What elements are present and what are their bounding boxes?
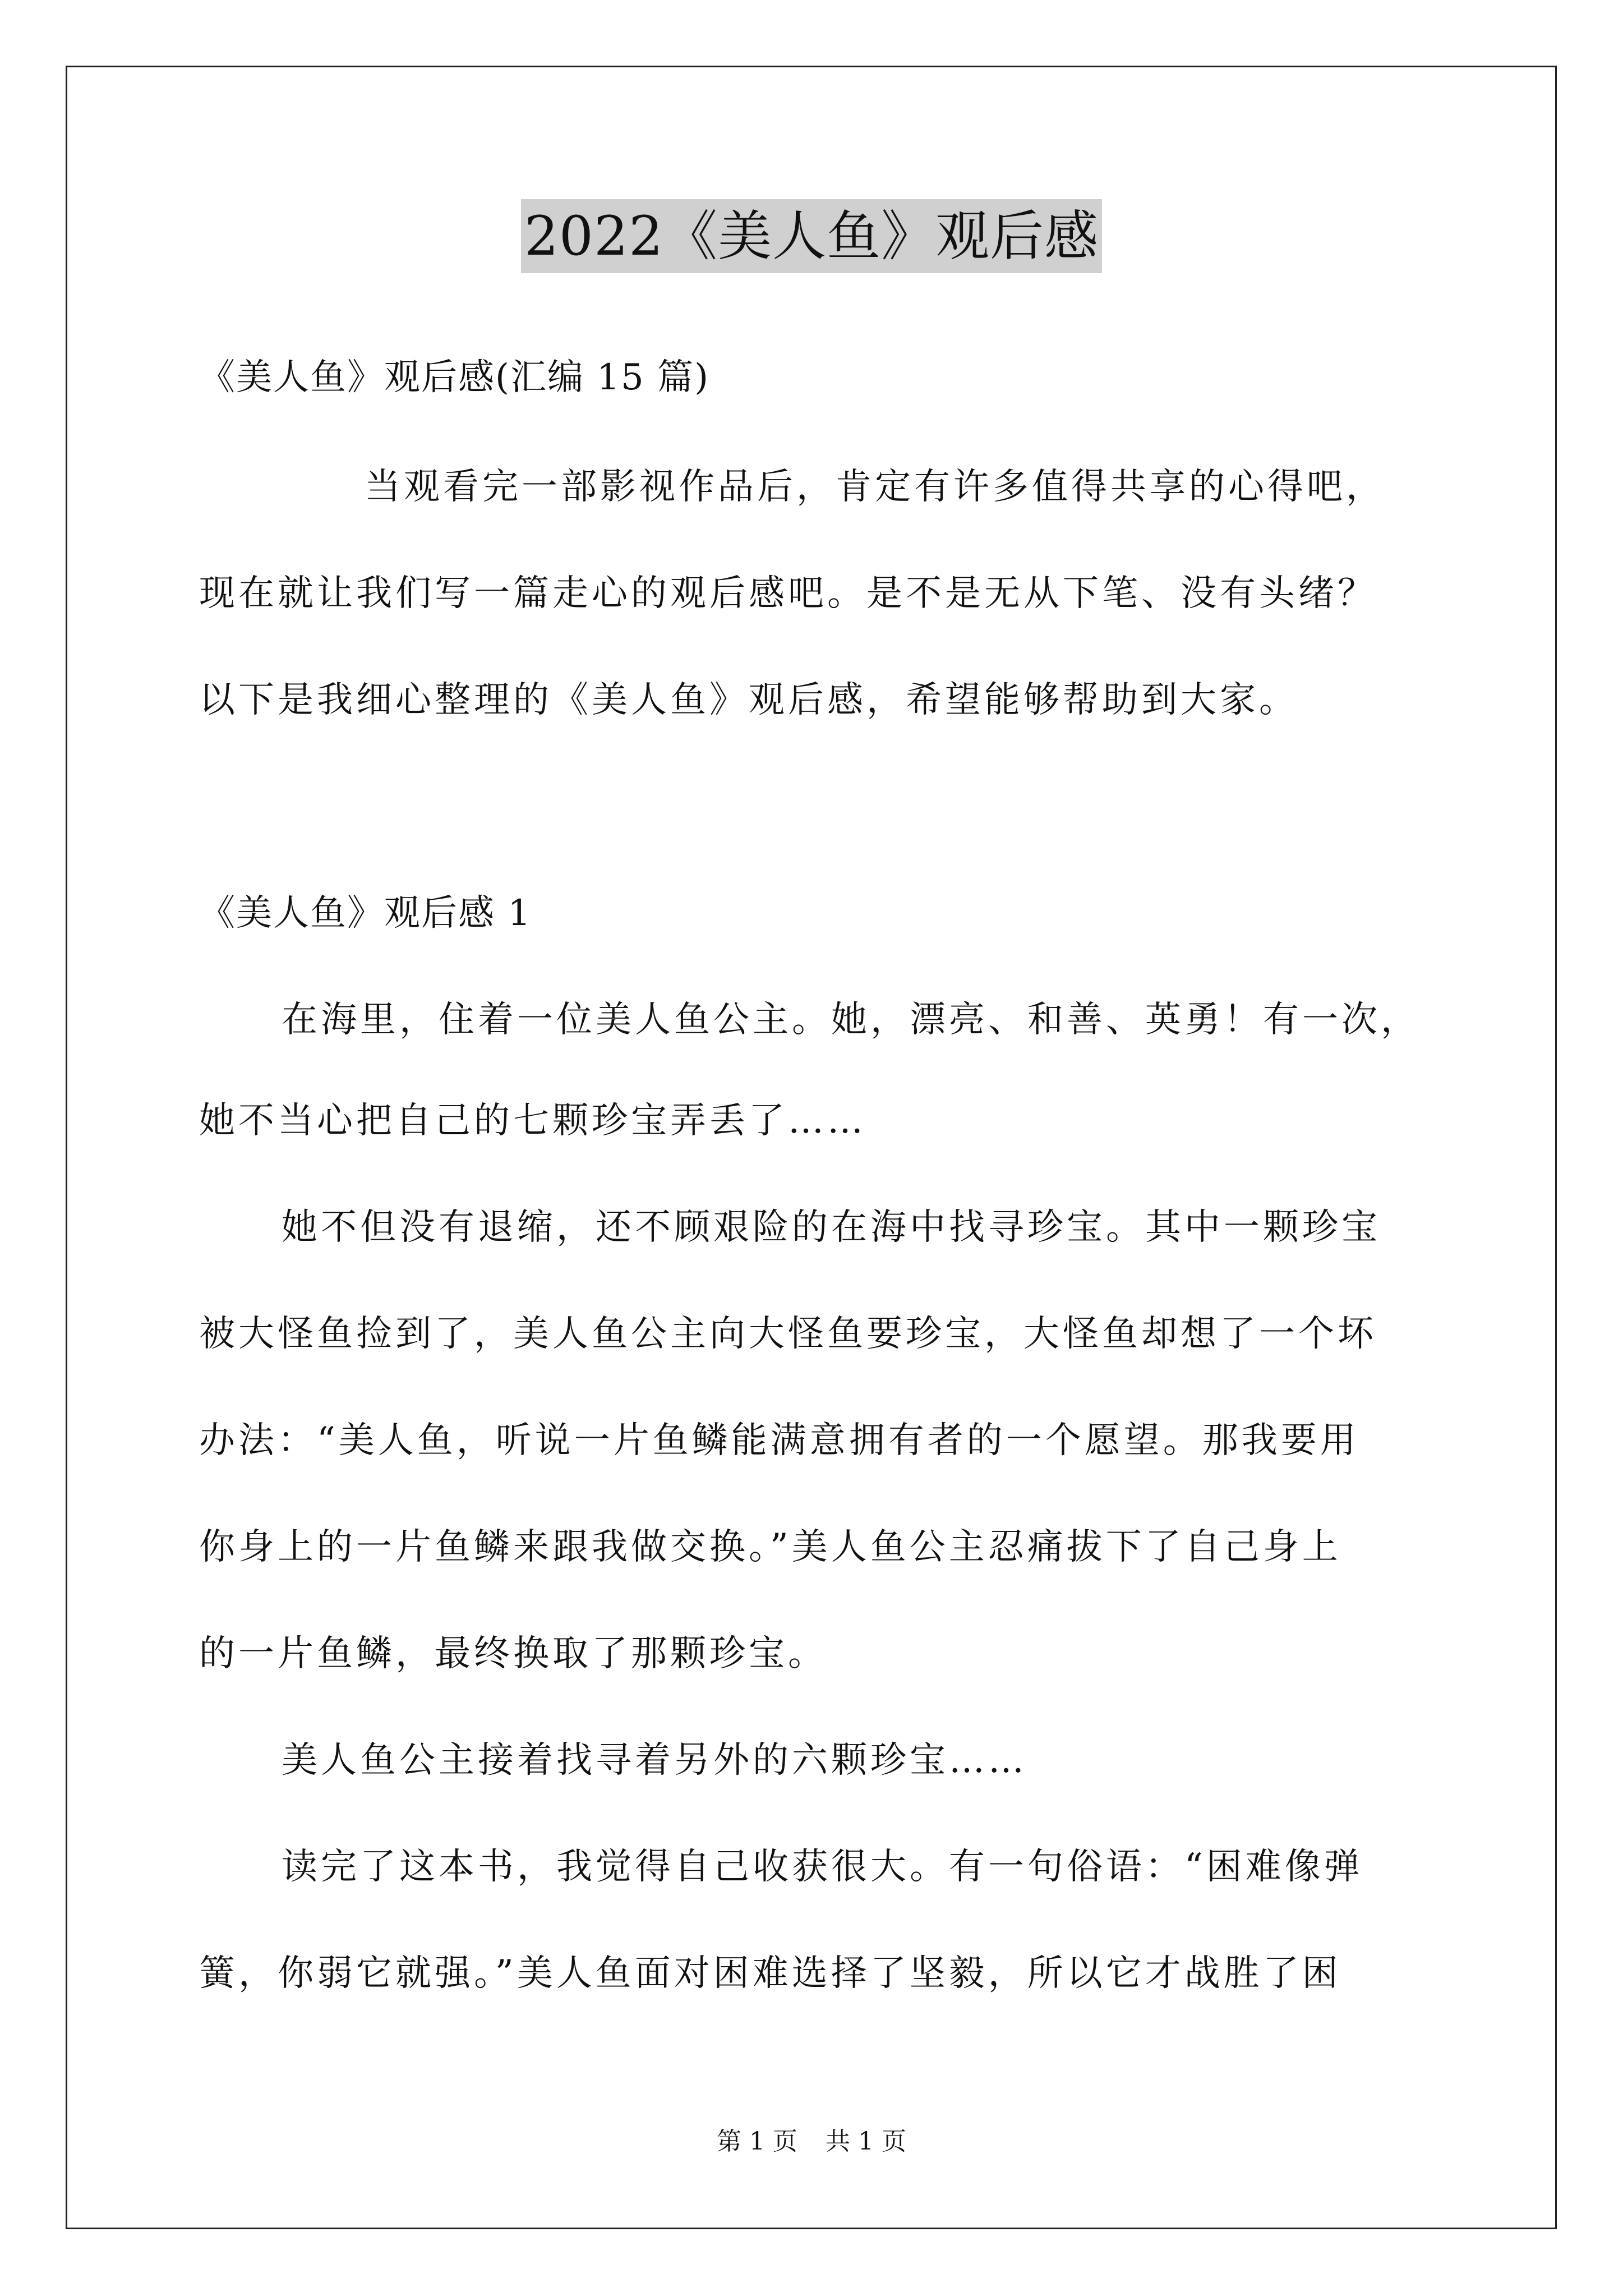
body-line-4: 被大怪鱼捡到了，美人鱼公主向大怪鱼要珍宝，大怪鱼却想了一个坏 — [199, 1313, 1377, 1355]
body-line-10: 簧，你弱它就强。”美人鱼面对困难选择了坚毅，所以它才战胜了困 — [199, 1953, 1341, 1994]
title-container — [0, 199, 1623, 273]
document-title: 2022《美人鱼》观后感 — [521, 199, 1102, 273]
body-line-2: 她不当心把自己的七颗珍宝弄丢了…… — [199, 1100, 866, 1142]
section-heading: 《美人鱼》观后感 1 — [199, 892, 532, 934]
page-number: 第 1 页 — [717, 2127, 797, 2156]
body-line-9: 读完了这本书，我觉得自己收获很大。有一句俗语：“困难像弹 — [282, 1846, 1363, 1888]
body-line-1: 在海里，住着一位美人鱼公主。她，漂亮、和善、英勇！有一次， — [282, 999, 1420, 1041]
intro-line-1: 当观看完一部影视作品后，肯定有许多值得共享的心得吧， — [365, 466, 1385, 508]
intro-line-3: 以下是我细心整理的《美人鱼》观后感，希望能够帮助到大家。 — [199, 679, 1298, 721]
page-footer — [0, 2125, 1623, 2159]
document-subtitle: 《美人鱼》观后感(汇编 15 篇) — [199, 357, 710, 398]
body-line-6: 你身上的一片鱼鳞来跟我做交换。”美人鱼公主忍痛拔下了自己身上 — [199, 1526, 1341, 1568]
body-line-3: 她不但没有退缩，还不顾艰险的在海中找寻珍宝。其中一颗珍宝 — [282, 1207, 1381, 1248]
body-line-8: 美人鱼公主接着找寻着另外的六颗珍宝…… — [282, 1740, 1027, 1781]
body-line-7: 的一片鱼鳞，最终换取了那颗珍宝。 — [199, 1633, 827, 1674]
page-total: 共 1 页 — [826, 2127, 906, 2156]
body-line-5: 办法：“美人鱼，听说一片鱼鳞能满意拥有者的一个愿望。那我要用 — [199, 1420, 1359, 1461]
intro-line-2: 现在就让我们写一篇走心的观后感吧。是不是无从下笔、没有头绪？ — [199, 573, 1377, 614]
